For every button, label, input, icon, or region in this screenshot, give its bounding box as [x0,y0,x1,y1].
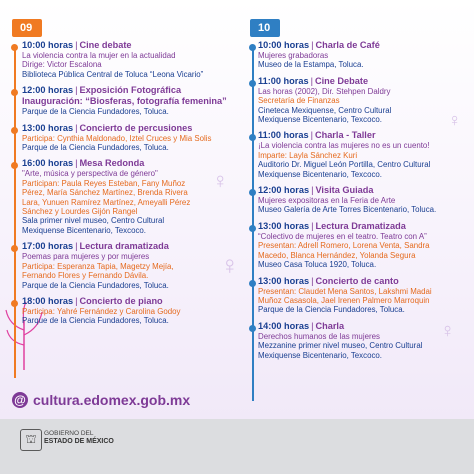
event-detail-line: Sánchez y Lourdes Gijón Rangel [22,207,138,217]
event-detail-line: Participa: Yahré Fernández y Carolina Godoy [22,306,181,316]
event-list [12,40,238,326]
event-title: Mesa Redonda [79,158,145,169]
event-item [258,276,470,315]
day-10-column [248,18,470,366]
event-time: 17:00 horas [22,241,74,252]
event-detail-line: Presentan: Adrell Romero, Lorena Venta, Sandra [258,241,430,251]
event-detail-line: Parque de la Ciencia Fundadores, Toluca. [22,316,169,326]
separator: | [310,75,313,86]
event-detail-line: Mexiquense Bicentenario, Texcoco. [22,225,146,235]
event-header [22,241,238,252]
event-title: Charla de Café [315,40,380,50]
event-title: Lectura Dramatizada [315,220,406,231]
event-detail-line: Mexiquense Bicentenario, Texcoco. [258,169,382,179]
event-title: Lectura dramatizada [79,241,169,252]
event-detail-line: Dirige: Victor Escalona [22,60,102,70]
event-detail-line: Muñoz Casasola, Jael Irenen Palmero Marroquin [258,295,430,305]
government-logo-text: GOBIERNO DEL ESTADO DE MÉXICO [44,430,114,445]
event-subtitle: Inauguración: “Biosferas, fotografía femenina” [22,96,227,107]
separator: | [75,295,78,306]
state-seal-icon: ⛫ [20,429,42,451]
event-detail-line: Participa: Cynthia Maldonado, Iztel Cruces y Mia Solis [22,133,212,143]
timeline-dot [11,44,18,51]
event-detail-line: Biblioteca Pública Central de Toluca “Leona Vicario” [22,69,204,79]
event-time: 16:00 horas [22,158,74,169]
event-detail-line: Imparte: Layla Sánchez Kuri [258,150,358,160]
event-detail-line: Mujeres grabadoras [258,51,329,60]
venus-symbol-icon: ♀ [212,168,229,193]
event-detail-line: Fernando Flores y Fernando Dávila. [22,271,149,281]
event-header [258,130,470,141]
timeline-dot [11,245,18,252]
event-item [22,158,238,235]
event-detail-line: Pérez, María Sánchez Martínez, Brenda Rivera [22,188,188,198]
event-header [258,276,470,287]
separator: | [311,320,314,331]
event-detail-line: Poemas para mujeres y por mujeres [22,252,150,262]
event-title: Exposición Fotográfica [79,85,182,96]
event-detail-line: Participa: Esperanza Tapia, Magetzy Mejía, [22,261,174,271]
event-time: 11:00 horas [258,130,309,141]
event-detail-line: Auditorio Dr. Miguel León Portilla, Centro Cultural [258,160,431,170]
event-time: 13:00 horas [258,220,310,231]
event-header [258,76,470,87]
event-detail-line: Mexiquense Bicentenario, Texcoco. [258,115,382,125]
event-detail-line: Parque de la Ciencia Fundadores, Toluca. [22,107,169,117]
event-item [258,221,470,270]
event-detail-line: Lara, Yunuen Ramírez Martínez, Ameyalli Pérez [22,197,191,207]
event-item [258,130,470,179]
event-header [22,123,238,134]
timeline-dot [249,80,256,87]
event-time: 12:00 horas [22,85,74,96]
event-detail-line: Las horas (2002), Dir. Stehpen Daldry [258,86,391,96]
timeline-dot [249,225,256,232]
event-detail-line: Museo Casa Toluca 1920, Toluca. [258,260,377,270]
separator: | [75,85,78,96]
event-header [22,85,238,96]
separator: | [311,275,314,286]
event-time: 13:00 horas [22,122,74,133]
event-item [22,296,238,326]
event-title: Concierto de percusiones [79,122,193,133]
separator: | [311,220,314,231]
timeline-dot [249,134,256,141]
event-item [22,85,238,116]
venus-symbol-icon: ♀ [440,320,455,342]
event-item [22,40,238,79]
event-detail-line: Parque de la Ciencia Fundadores, Toluca. [22,143,169,153]
event-detail-line: Secretaría de Finanzas [258,96,340,106]
event-title: Concierto de piano [79,295,163,306]
separator: | [310,130,313,141]
day-tag-10: 10 [250,19,280,37]
event-title: Visita Guiada [315,185,374,196]
day-09-column [12,18,238,332]
event-detail-line: “Colectivo de mujeres en el teatro. Teatro con A” [258,231,427,241]
day-tag-09: 09 [12,19,42,37]
venus-symbol-icon: ♀ [220,250,240,280]
separator: | [75,40,78,50]
event-detail-line: Participan: Paula Reyes Esteban, Fany Muñoz [22,178,186,188]
event-detail-line: Museo Galería de Arte Torres Bicentenario, Toluca. [258,205,437,215]
event-detail-line: Cineteca Mexiquense, Centro Cultural [258,105,392,115]
event-detail-line: Museo de la Estampa, Toluca. [258,60,364,70]
event-item [258,185,470,215]
event-header [258,221,470,232]
event-detail-line: La violencia contra la mujer en la actualidad [22,51,176,60]
event-item [22,241,238,290]
event-time: 10:00 horas [22,40,74,50]
event-item [258,321,470,360]
event-title: Concierto de canto [315,275,399,286]
event-item [258,40,470,70]
event-title: Cine Debate [314,75,369,86]
timeline-dot [11,300,18,307]
separator: | [311,185,314,196]
event-header [22,40,238,51]
timeline-dot [11,127,18,134]
at-icon: @ [12,392,28,408]
event-title: Charla - Taller [314,130,376,141]
event-header [258,40,470,51]
timeline-dot [249,325,256,332]
event-detail-line: Presentan: Claudet Mena Santos, Lakshmi Madai [258,286,432,296]
footer-bar [0,419,474,474]
event-detail-line: Macedo, Blanca Hernández, Yolanda Segura [258,250,416,260]
event-detail-line: Mezzanine primer nivel museo, Centro Cultural [258,341,423,351]
event-title: Charla [315,320,345,331]
venus-symbol-icon: ♀ [448,110,462,130]
event-header [22,158,238,169]
event-detail-line: Derechos humanos de las mujeres [258,331,380,341]
timeline-dot [249,280,256,287]
event-time: 14:00 horas [258,320,310,331]
event-detail-line: "Arte, música y perspectiva de género" [22,169,158,179]
event-time: 11:00 horas [258,75,309,86]
event-detail-line: Mujeres expositoras en la Feria de Arte [258,196,396,206]
timeline-dot [249,44,256,51]
event-time: 12:00 horas [258,185,310,196]
timeline-dot [11,89,18,96]
separator: | [75,241,78,252]
event-item [258,76,470,125]
event-item [22,123,238,153]
separator: | [75,158,78,169]
separator: | [75,122,78,133]
event-detail-line: Parque de la Ciencia Fundadores, Toluca. [22,280,169,290]
website-url[interactable]: cultura.edomex.gob.mx [33,392,191,408]
event-detail-line: Mexiquense Bicentenario, Texcoco. [258,350,382,360]
timeline-dot [249,189,256,196]
event-detail-line: Parque de la Ciencia Fundadores, Toluca. [258,305,405,315]
separator: | [311,40,314,50]
event-header [22,296,238,307]
event-detail-line: ¡La violencia contra las mujeres no es un cuento! [258,141,430,151]
event-time: 18:00 horas [22,295,74,306]
event-detail-line: Sala primer nivel museo, Centro Cultural [22,216,165,226]
website-link[interactable] [12,392,190,408]
timeline-dot [11,162,18,169]
event-header [258,321,470,332]
event-time: 10:00 horas [258,40,310,50]
event-time: 13:00 horas [258,275,310,286]
event-title: Cine debate [79,40,132,50]
event-list [248,40,470,360]
event-header [258,185,470,196]
